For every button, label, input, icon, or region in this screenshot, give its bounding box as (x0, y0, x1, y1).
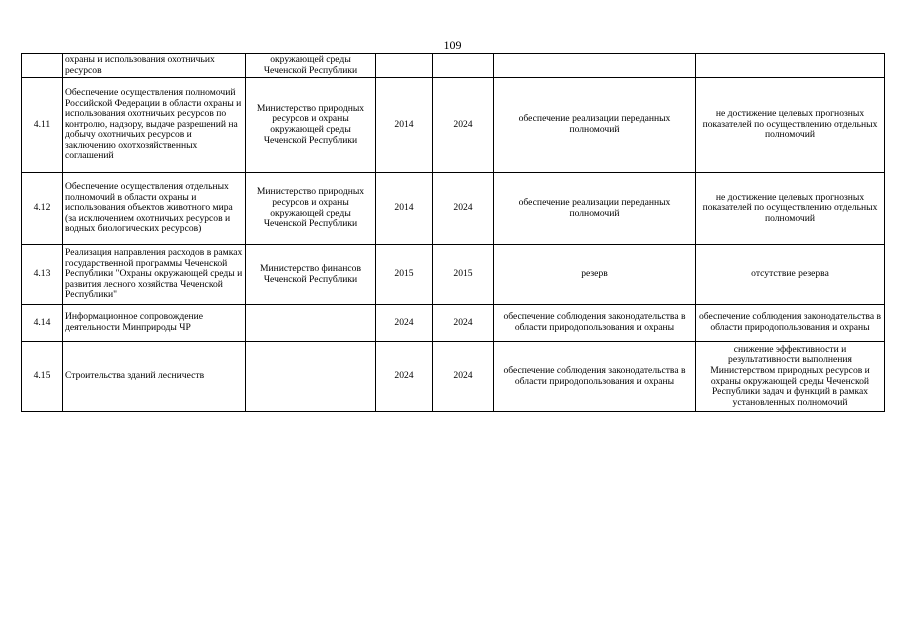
row-number (22, 54, 63, 78)
row-number: 4.12 (22, 173, 63, 245)
measure-name: охраны и использования охотничьих ресурсов (63, 54, 246, 78)
table-row (22, 173, 885, 245)
expected-result: обеспечение реализации переданных полномочий (494, 173, 696, 245)
table-row (22, 78, 885, 173)
start-year (376, 54, 433, 78)
end-year: 2024 (433, 78, 494, 173)
start-year: 2014 (376, 173, 433, 245)
non-implementation-consequence: не достижение целевых прогнозных показателей по осуществлению отдельных полномочий (696, 78, 885, 173)
non-implementation-consequence: снижение эффективности и результативности выполнения Министерством природных ресурсов и охраны окружающей среды Чеченской Республики задач и функций в рамках установленных полномочий (696, 342, 885, 412)
responsible-executor: Министерство природных ресурсов и охраны окружающей среды Чеченской Республики (246, 173, 376, 245)
row-number: 4.15 (22, 342, 63, 412)
responsible-executor (246, 342, 376, 412)
table-row (22, 245, 885, 305)
responsible-executor (246, 305, 376, 342)
row-number: 4.11 (22, 78, 63, 173)
non-implementation-consequence: обеспечение соблюдения законодательства в области природопользования и охраны (696, 305, 885, 342)
row-number: 4.14 (22, 305, 63, 342)
responsible-executor: Министерство природных ресурсов и охраны окружающей среды Чеченской Республики (246, 78, 376, 173)
expected-result (494, 54, 696, 78)
start-year: 2014 (376, 78, 433, 173)
responsible-executor: окружающей среды Чеченской Республики (246, 54, 376, 78)
table-row (22, 342, 885, 412)
non-implementation-consequence (696, 54, 885, 78)
expected-result: обеспечение соблюдения законодательства в области природопользования и охраны (494, 342, 696, 412)
table-row (22, 54, 885, 78)
measure-name: Обеспечение осуществления полномочий Российской Федерации в области охраны и использования охотничьих ресурсов по контролю, надзору, выдаче разрешений на добычу охотничьих ресурсов и заключению охотхозяйственных соглашений (63, 78, 246, 173)
expected-result: обеспечение реализации переданных полномочий (494, 78, 696, 173)
end-year: 2024 (433, 173, 494, 245)
row-number: 4.13 (22, 245, 63, 305)
responsible-executor: Министерство финансов Чеченской Республики (246, 245, 376, 305)
page-number: 109 (443, 38, 462, 52)
non-implementation-consequence: не достижение целевых прогнозных показателей по осуществлению отдельных полномочий (696, 173, 885, 245)
table-row (22, 305, 885, 342)
end-year: 2024 (433, 305, 494, 342)
end-year: 2015 (433, 245, 494, 305)
measures-table (21, 53, 885, 412)
measure-name: Реализация направления расходов в рамках государственной программы Чеченской Республики "Охраны окружающей среды и развития лесного хозяйства Чеченской Республики" (63, 245, 246, 305)
non-implementation-consequence: отсутствие резерва (696, 245, 885, 305)
measure-name: Информационное сопровождение деятельности Минприроды ЧР (63, 305, 246, 342)
start-year: 2015 (376, 245, 433, 305)
start-year: 2024 (376, 342, 433, 412)
expected-result: обеспечение соблюдения законодательства в области природопользования и охраны (494, 305, 696, 342)
end-year: 2024 (433, 342, 494, 412)
end-year (433, 54, 494, 78)
measure-name: Строительства зданий лесничеств (63, 342, 246, 412)
start-year: 2024 (376, 305, 433, 342)
measure-name: Обеспечение осуществления отдельных полномочий в области охраны и использования объектов животного мира (за исключением охотничьих ресурсов и водных биологических ресурсов) (63, 173, 246, 245)
expected-result: резерв (494, 245, 696, 305)
